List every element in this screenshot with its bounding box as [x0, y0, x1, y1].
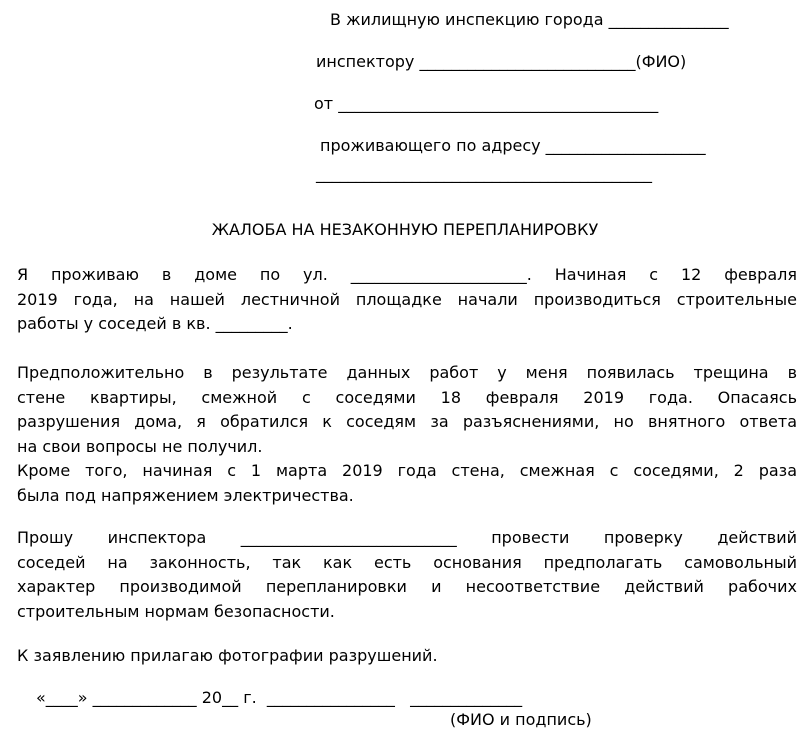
header-inspector-line: инспектору ___________________________(ФИО)	[316, 52, 687, 71]
header-recipient-line: В жилищную инспекцию города _______________	[330, 10, 729, 29]
paragraph-row: строительным нормам безопасности.	[17, 601, 335, 621]
paragraph-row: Предположительно в результате данных работ у меня появилась трещина в	[17, 363, 797, 382]
paragraph-row: была под напряжением электричества.	[17, 485, 354, 505]
paragraph-row: Прошу инспектора ___________________________ провести проверку действий	[17, 528, 797, 547]
paragraph-electricity	[17, 459, 797, 508]
paragraph-crack	[17, 361, 797, 459]
header-address-continuation-line: __________________________________________	[316, 164, 652, 183]
paragraph-residence	[17, 263, 797, 337]
header-address-line: проживающего по адресу ____________________	[320, 136, 706, 155]
paragraph-row: Кроме того, начиная с 1 марта 2019 года стена, смежная с соседями, 2 раза	[17, 461, 797, 480]
paragraph-row: Я проживаю в доме по ул. ______________________. Начиная с 12 февраля	[17, 265, 797, 284]
paragraph-row: на свои вопросы не получил.	[17, 436, 263, 456]
paragraph-row: характер производимой перепланировки и несоответствие действий рабочих	[17, 577, 797, 596]
paragraph-row: соседей на законность, так как есть основания предполагать самовольный	[17, 552, 797, 572]
header-from-line: от ________________________________________	[314, 94, 659, 113]
paragraph-row: стене квартиры, смежной с соседями 18 февраля 2019 года. Опасаясь	[17, 387, 797, 407]
signature-date-line: «____» _____________ 20__ г. ________________ ______________	[36, 688, 523, 707]
attachment-note: К заявлению прилагаю фотографии разрушений.	[17, 646, 438, 665]
signature-caption: (ФИО и подпись)	[450, 710, 592, 729]
paragraph-row: 2019 года, на нашей лестничной площадке начали производиться строительные	[17, 289, 797, 309]
paragraph-row: работы у соседей в кв. _________.	[17, 314, 293, 333]
document-title: ЖАЛОБА НА НЕЗАКОННУЮ ПЕРЕПЛАНИРОВКУ	[211, 220, 599, 239]
paragraph-row: разрушения дома, я обратился к соседям за разъяснениями, но внятного ответа	[17, 412, 797, 431]
paragraph-request	[17, 526, 797, 624]
